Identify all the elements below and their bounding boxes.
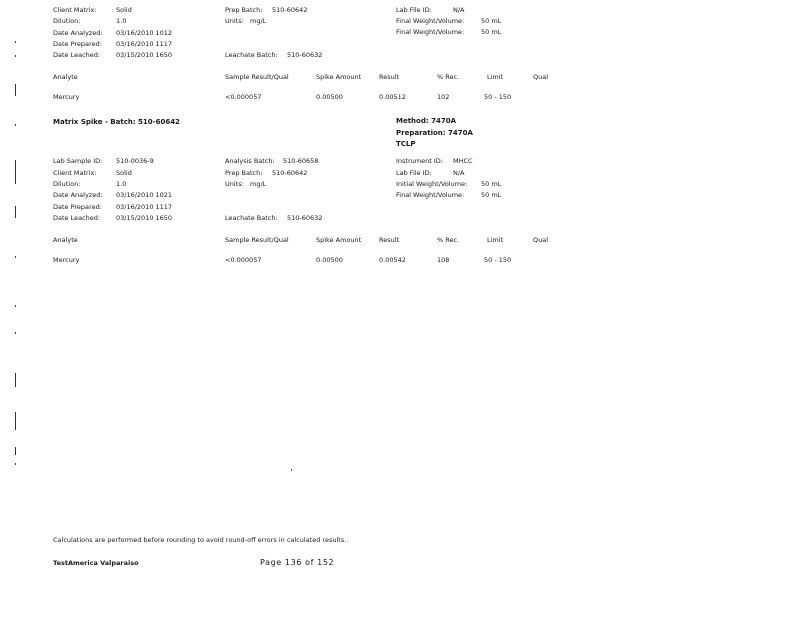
- label-date-leached: Date Leached:: [53, 214, 101, 222]
- value-date-analyzed: 03/16/2010 1021: [116, 191, 173, 199]
- scan-mark: [15, 84, 16, 96]
- col-analyte: Analyte: [53, 236, 78, 244]
- value-client-matrix: Solid: [116, 169, 132, 177]
- cell-spike-amount: 0.00500: [316, 256, 343, 264]
- scan-mark: [15, 55, 16, 57]
- value-weight-volume: 50 mL: [481, 17, 502, 25]
- cell-analyte: Mercury: [53, 93, 80, 101]
- value-final-weight-volume: 50 mL: [481, 191, 502, 199]
- col-spike-amount: Spike Amount: [316, 73, 362, 81]
- value-lab-file-id: N/A: [453, 169, 465, 177]
- label-dilution: Dilution:: [53, 17, 81, 25]
- value-units: mg/L: [250, 180, 267, 188]
- scan-mark: [15, 305, 16, 307]
- cell-sample-result: <0.000057: [225, 256, 262, 264]
- label-client-matrix: Client Matrix:: [53, 6, 97, 14]
- label-final-weight-volume: Final Weight/Volume:: [396, 28, 465, 36]
- cell-limit: 50 - 150: [484, 256, 512, 264]
- scan-mark: [15, 256, 16, 258]
- value-date-prepared: 03/16/2010 1117: [116, 203, 173, 211]
- col-rec: % Rec.: [437, 73, 460, 81]
- preparation: Preparation: 7470A: [396, 129, 473, 137]
- label-leachate-batch: Leachate Batch:: [225, 214, 278, 222]
- value-client-matrix: Solid: [116, 6, 132, 14]
- scan-mark: [15, 373, 16, 387]
- label-units: Units:: [225, 17, 244, 25]
- cell-analyte: Mercury: [53, 256, 80, 264]
- label-analysis-batch: Analysis Batch:: [225, 157, 275, 165]
- value-lab-sample-id: 510-0036-9: [116, 157, 154, 165]
- col-analyte: Analyte: [53, 73, 78, 81]
- col-qual: Qual: [533, 236, 549, 244]
- scan-mark: [15, 160, 16, 184]
- value-date-leached: 03/15/2010 1650: [116, 214, 173, 222]
- label-instrument-id: Instrument ID:: [396, 157, 443, 165]
- label-date-analyzed: Date Analyzed:: [53, 29, 103, 37]
- label-initial-weight-volume: Initial Weight/Volume:: [396, 180, 468, 188]
- value-date-prepared: 03/16/2010 1117: [116, 40, 173, 48]
- label-final-weight-volume: Final Weight/Volume:: [396, 191, 465, 199]
- cell-limit: 50 - 150: [484, 93, 512, 101]
- col-qual: Qual: [533, 73, 549, 81]
- scan-mark: [15, 463, 16, 465]
- value-date-analyzed: 03/16/2010 1012: [116, 29, 173, 37]
- scan-mark: [15, 332, 16, 334]
- value-leachate-batch: 510-60632: [287, 51, 323, 59]
- label-date-prepared: Date Prepared:: [53, 203, 102, 211]
- cell-rec: 108: [437, 256, 450, 264]
- value-initial-weight-volume: 50 mL: [481, 180, 502, 188]
- label-date-leached: Date Leached:: [53, 51, 101, 59]
- value-units: mg/L: [250, 17, 267, 25]
- label-lab-sample-id: Lab Sample ID:: [53, 157, 103, 165]
- value-analysis-batch: 510-60658: [283, 157, 319, 165]
- label-lab-file-id: Lab File ID:: [396, 6, 432, 14]
- scan-mark: [15, 41, 16, 43]
- cell-rec: 102: [437, 93, 450, 101]
- label-dilution: Dilution:: [53, 180, 81, 188]
- label-lab-file-id: Lab File ID:: [396, 169, 432, 177]
- cell-result: 0.00512: [379, 93, 406, 101]
- col-result: Result: [379, 73, 400, 81]
- col-result: Result: [379, 236, 400, 244]
- label-date-analyzed: Date Analyzed:: [53, 191, 103, 199]
- value-instrument-id: MHCC: [453, 157, 473, 165]
- value-final-weight-volume: 50 mL: [481, 28, 502, 36]
- value-lab-file-id: N/A: [453, 6, 465, 14]
- tclp: TCLP: [396, 140, 416, 148]
- method: Method: 7470A: [396, 117, 456, 125]
- label-date-prepared: Date Prepared:: [53, 40, 102, 48]
- value-dilution: 1.0: [116, 17, 127, 25]
- col-sample-result: Sample Result/Qual: [225, 236, 289, 244]
- col-sample-result: Sample Result/Qual: [225, 73, 289, 81]
- section-title: Matrix Spike - Batch: 510-60642: [53, 118, 180, 126]
- col-limit: Limit: [487, 73, 504, 81]
- scan-mark: [15, 447, 16, 455]
- label-leachate-batch: Leachate Batch:: [225, 51, 278, 59]
- page-number: Page 136 of 152: [260, 558, 335, 567]
- col-spike-amount: Spike Amount: [316, 236, 362, 244]
- value-dilution: 1.0: [116, 180, 127, 188]
- footer-lab: TestAmerica Valparaiso: [53, 559, 139, 567]
- scan-mark: [15, 412, 16, 430]
- scan-mark: [15, 206, 16, 218]
- label-prep-batch: Prep Batch:: [225, 169, 263, 177]
- value-prep-batch: 510-60642: [272, 6, 308, 14]
- cell-spike-amount: 0.00500: [316, 93, 343, 101]
- value-leachate-batch: 510-60632: [287, 214, 323, 222]
- value-prep-batch: 510-60642: [272, 169, 308, 177]
- label-units: Units:: [225, 180, 244, 188]
- label-client-matrix: Client Matrix:: [53, 169, 97, 177]
- value-date-leached: 03/15/2010 1650: [116, 51, 173, 59]
- col-limit: Limit: [487, 236, 504, 244]
- col-rec: % Rec.: [437, 236, 460, 244]
- cell-result: 0.00542: [379, 256, 406, 264]
- scan-mark: [291, 469, 292, 471]
- footer-note: Calculations are performed before rounding to avoid round-off errors in calculated results.: [53, 536, 347, 544]
- scan-mark: [15, 124, 16, 126]
- cell-sample-result: <0.000057: [225, 93, 262, 101]
- label-weight-volume: Final Weight/Volume:: [396, 17, 465, 25]
- label-prep-batch: Prep Batch:: [225, 6, 263, 14]
